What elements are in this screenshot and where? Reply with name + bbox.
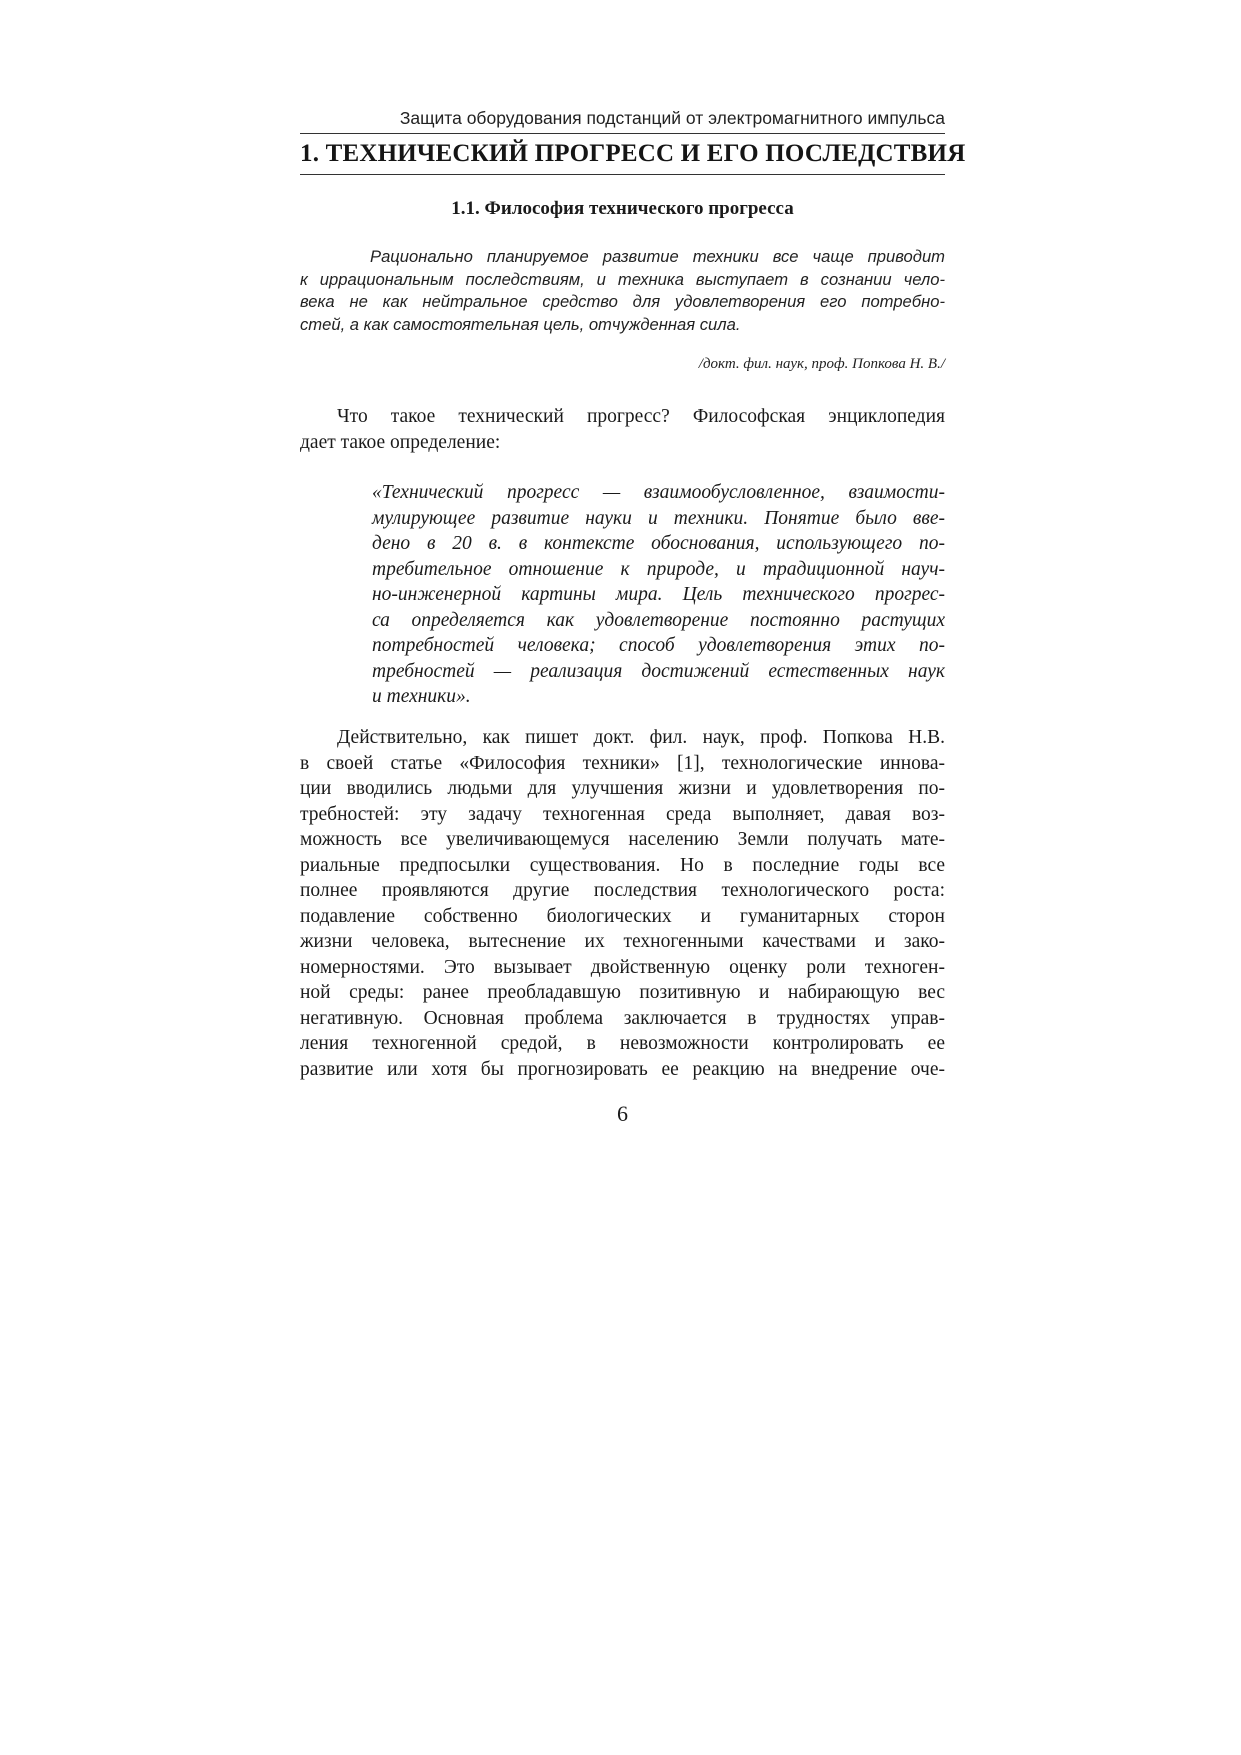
epigraph-source: /докт. фил. наук, проф. Попкова Н. В./ bbox=[698, 356, 945, 372]
main-paragraph bbox=[300, 725, 945, 1082]
chapter-title: 1. ТЕХНИЧЕСКИЙ ПРОГРЕСС И ЕГО ПОСЛЕДСТВИЯ bbox=[300, 133, 945, 175]
quote-line: требностей — реализация достижений естественных наук bbox=[372, 660, 945, 682]
paragraph-line: ции вводились людьми для улучшения жизни и удовлетворения по- bbox=[300, 778, 945, 799]
definition-quote bbox=[372, 480, 945, 710]
paragraph-line: ления техногенной средой, в невозможности контролировать ее bbox=[300, 1033, 945, 1054]
quote-line: требительное отношение к природе, и традиционной науч- bbox=[372, 558, 945, 580]
paragraph-line: полнее проявляются другие последствия технологического роста: bbox=[300, 880, 945, 901]
epigraph-line: века не как нейтральное средство для удовлетворения его потребно- bbox=[300, 292, 945, 311]
running-head: Защита оборудования подстанций от электромагнитного импульса bbox=[399, 108, 945, 128]
paragraph-line: в своей статье «Философия техники» [1], технологические иннова- bbox=[300, 752, 945, 774]
page-number: 6 bbox=[617, 1101, 628, 1126]
epigraph-line: Рационально планируемое развитие техники все чаще приводит bbox=[370, 247, 945, 266]
paragraph-line: Действительно, как пишет докт. фил. наук, проф. Попкова Н.В. bbox=[337, 727, 945, 748]
quote-line: и техники». bbox=[372, 686, 471, 707]
paragraph-line: развитие или хотя бы прогнозировать ее реакцию на внедрение оче- bbox=[300, 1058, 945, 1080]
quote-line: но-инженерной картины мира. Цель технического прогрес- bbox=[372, 584, 945, 605]
paragraph-line: ной среды: ранее преобладавшую позитивную и набирающую вес bbox=[300, 982, 945, 1003]
quote-line: потребностей человека; способ удовлетворения этих по- bbox=[372, 635, 945, 656]
quote-line: са определяется как удовлетворение постоянно растущих bbox=[372, 609, 945, 631]
paragraph-line: дает такое определение: bbox=[300, 431, 501, 453]
intro-paragraph bbox=[300, 404, 945, 455]
paragraph-line: жизни человека, вытеснение их техногенными качествами и зако- bbox=[300, 931, 945, 952]
paragraph-line: негативную. Основная проблема заключается в трудностях управ- bbox=[300, 1007, 945, 1029]
paragraph-line: можность все увеличивающемуся населению Земли получать мате- bbox=[300, 829, 945, 850]
paragraph-line: требностей: эту задачу техногенная среда выполняет, давая воз- bbox=[300, 803, 945, 825]
quote-line: мулирующее развитие науки и техники. Понятие было вве- bbox=[372, 507, 945, 529]
paragraph-line: номерностями. Это вызывает двойственную оценку роли техноген- bbox=[300, 956, 945, 978]
paragraph-line: подавление собственно биологических и гуманитарных сторон bbox=[300, 905, 945, 927]
quote-line: дено в 20 в. в контексте обоснования, использующего по- bbox=[372, 533, 945, 554]
paragraph-line: Что такое технический прогресс? Философская энциклопедия bbox=[337, 406, 945, 427]
epigraph-line: стей, а как самостоятельная цель, отчужденная сила. bbox=[300, 314, 741, 334]
section-title: 1.1. Философия технического прогресса bbox=[451, 198, 794, 219]
epigraph-line: к иррациональным последствиям, и техника выступает в сознании чело- bbox=[300, 269, 945, 289]
epigraph bbox=[300, 246, 945, 336]
quote-line: «Технический прогресс — взаимообусловленное, взаимости- bbox=[372, 482, 945, 503]
paragraph-line: риальные предпосылки существования. Но в последние годы все bbox=[300, 854, 945, 876]
